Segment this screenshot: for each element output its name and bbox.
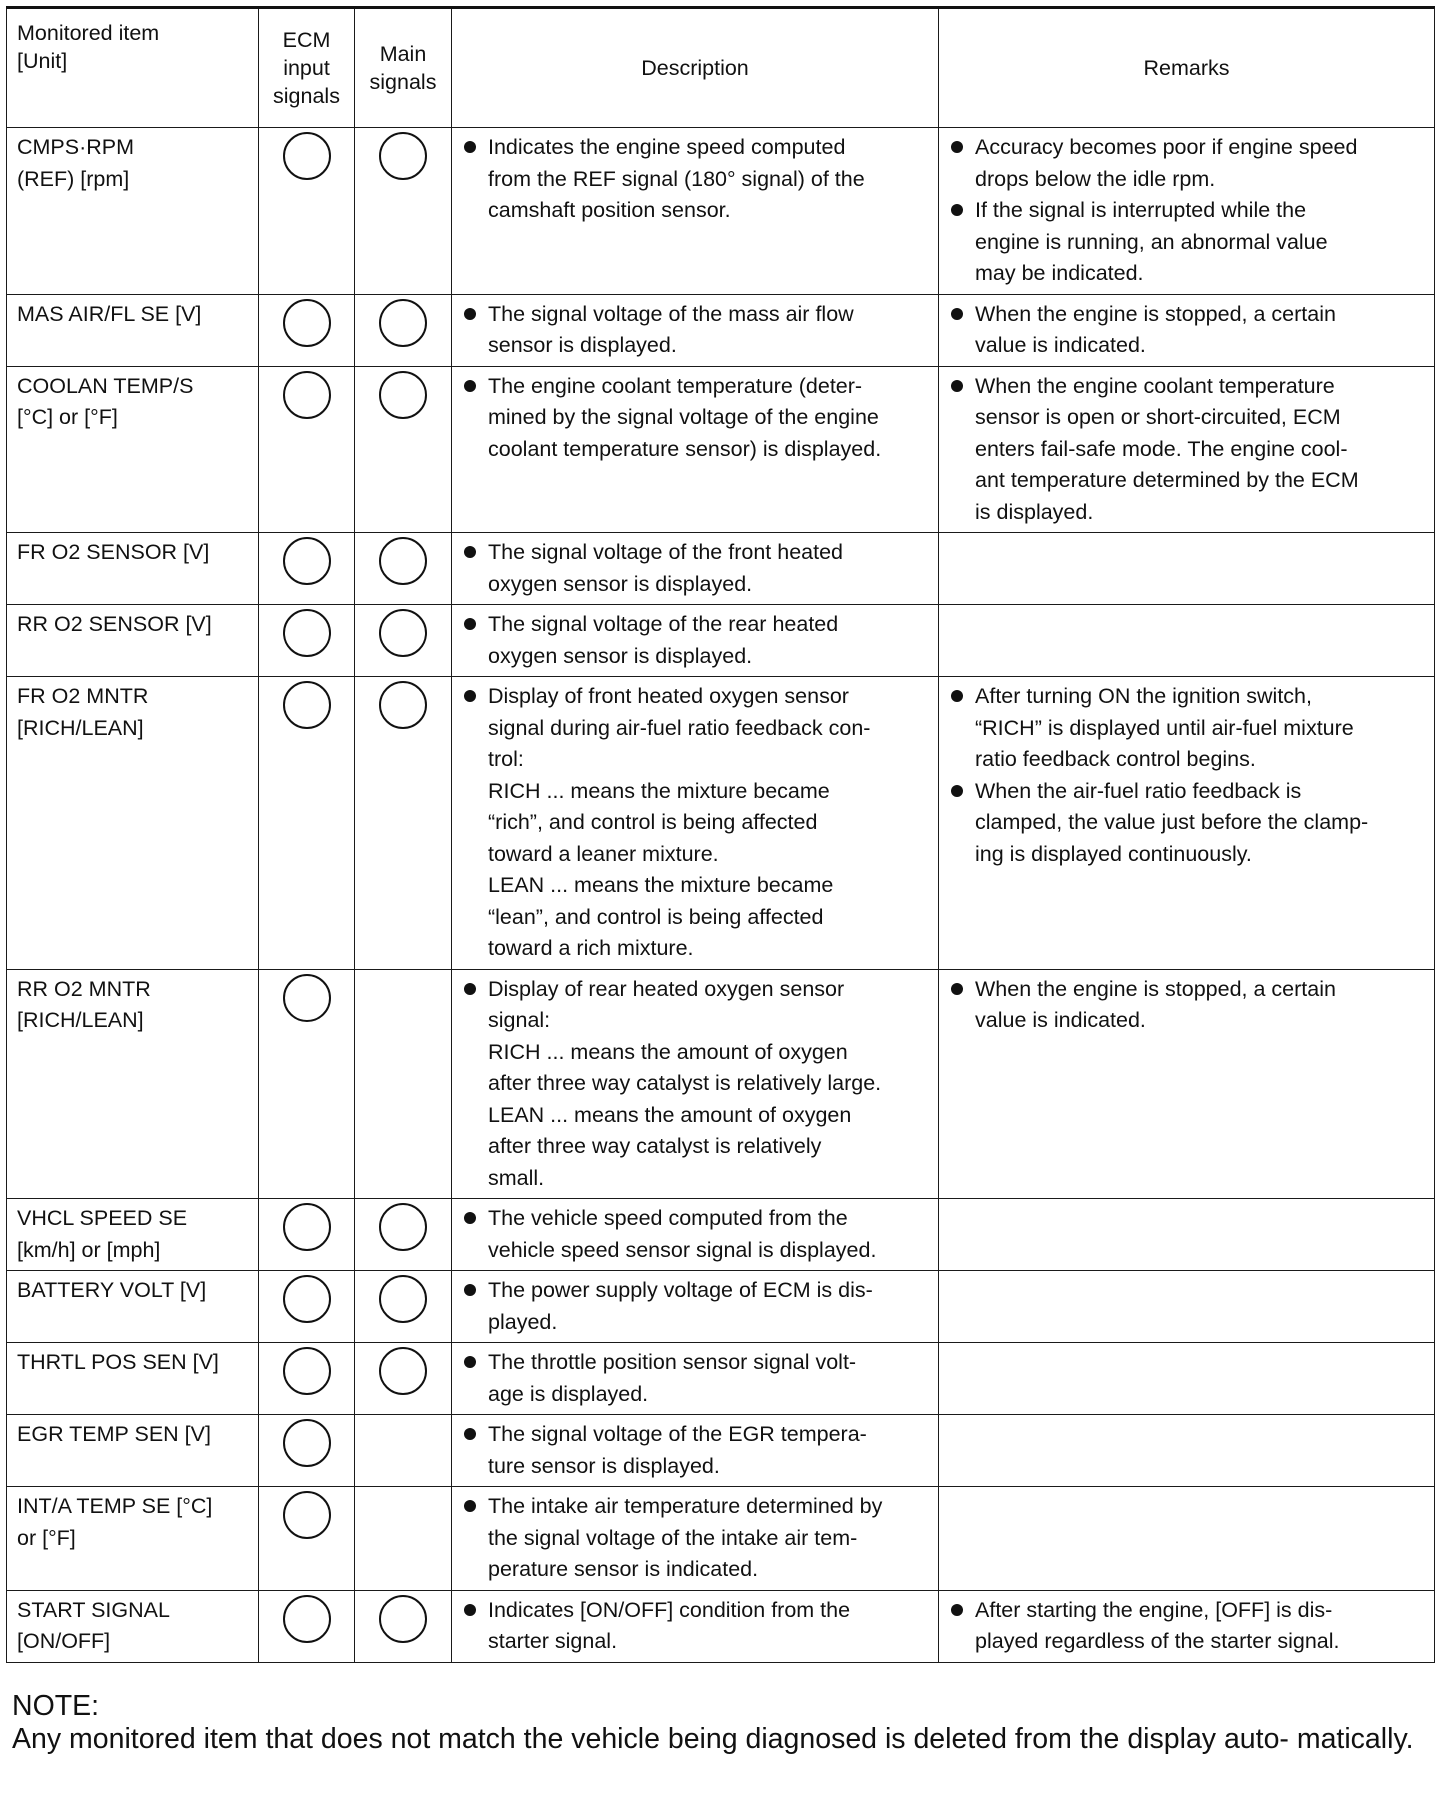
bullet-text-line: clamped, the value just before the clamp- xyxy=(975,810,1369,834)
bullet-text-line: The signal voltage of the EGR tempera- xyxy=(488,1422,867,1446)
ecm-input-cell xyxy=(259,533,355,605)
monitored-item-name: VHCL SPEED SE xyxy=(17,1206,188,1230)
monitored-item-cell xyxy=(7,677,259,970)
remarks-cell xyxy=(939,128,1435,295)
monitored-item-name: THRTL POS SEN [V] xyxy=(17,1350,219,1374)
circle-mark-icon xyxy=(283,1203,331,1251)
bullet-list xyxy=(462,609,928,672)
bullet-icon xyxy=(464,1428,476,1440)
remarks-cell xyxy=(939,533,1435,605)
bullet-text-line: camshaft position sensor. xyxy=(488,198,731,222)
description-cell xyxy=(452,1199,939,1271)
bullet-text-line: If the signal is interrupted while the xyxy=(975,198,1307,222)
bullet-text-line: may be indicated. xyxy=(975,261,1144,285)
main-signal-cell xyxy=(355,128,452,295)
bullet-item xyxy=(462,609,928,672)
monitored-item-cell xyxy=(7,1343,259,1415)
bullet-icon xyxy=(951,690,963,702)
main-signal-cell xyxy=(355,677,452,970)
bullet-list xyxy=(949,132,1424,290)
bullet-text-line: signal during air-fuel ratio feedback con- xyxy=(488,715,871,740)
bullet-text-line: RICH ... means the amount of oxygen xyxy=(488,1039,848,1064)
circle-mark-icon xyxy=(379,1347,427,1395)
bullet-icon xyxy=(951,1604,963,1616)
bullet-icon xyxy=(951,141,963,153)
bullet-item xyxy=(462,974,928,1195)
description-cell xyxy=(452,677,939,970)
main-signal-cell xyxy=(355,605,452,677)
bullet-item xyxy=(949,132,1424,195)
bullet-icon xyxy=(464,308,476,320)
description-cell xyxy=(452,969,939,1199)
bullet-list xyxy=(462,1595,928,1658)
table-row xyxy=(7,294,1435,366)
bullet-text-line: ratio feedback control begins. xyxy=(975,747,1256,771)
monitored-item-name: [ON/OFF] xyxy=(17,1629,111,1653)
monitored-item-cell xyxy=(7,366,259,533)
bullet-text-line: When the engine is stopped, a certain xyxy=(975,301,1336,326)
bullet-text-line: sensor is open or short-circuited, ECM xyxy=(975,405,1341,429)
header-ecm-input-signals xyxy=(259,8,355,128)
bullet-item xyxy=(949,1595,1424,1658)
main-signal-cell xyxy=(355,1487,452,1591)
monitored-item-name: FR O2 MNTR xyxy=(17,684,149,708)
bullet-text-line: after three way catalyst is relatively xyxy=(488,1134,822,1158)
bullet-text-line: small. xyxy=(488,1165,545,1190)
bullet-list xyxy=(949,299,1424,362)
bullet-text-line: oxygen sensor is displayed. xyxy=(488,643,753,668)
ecm-input-cell xyxy=(259,1271,355,1343)
description-cell xyxy=(452,1343,939,1415)
circle-mark-icon xyxy=(283,132,331,180)
bullet-text-line: LEAN ... means the amount of oxygen xyxy=(488,1102,852,1127)
circle-mark-icon xyxy=(283,1595,331,1643)
monitored-item-name: FR O2 SENSOR [V] xyxy=(17,540,210,564)
bullet-text-line: The vehicle speed computed from the xyxy=(488,1206,848,1230)
table-row xyxy=(7,128,1435,295)
remarks-cell xyxy=(939,1343,1435,1415)
bullet-icon xyxy=(464,546,476,558)
remarks-cell xyxy=(939,1271,1435,1343)
bullet-icon xyxy=(951,308,963,320)
bullet-icon xyxy=(464,141,476,153)
bullet-item xyxy=(462,681,928,965)
ecm-input-cell xyxy=(259,1199,355,1271)
monitored-item-name: COOLAN TEMP/S xyxy=(17,373,194,398)
table-header-row xyxy=(7,8,1435,128)
bullet-text-line: starter signal. xyxy=(488,1629,618,1653)
bullet-text-line: oxygen sensor is displayed. xyxy=(488,571,753,596)
bullet-text-line: The throttle position sensor signal volt- xyxy=(488,1350,857,1374)
description-cell xyxy=(452,1271,939,1343)
description-cell xyxy=(452,294,939,366)
table-row xyxy=(7,1199,1435,1271)
bullet-text-line: ing is displayed continuously. xyxy=(975,841,1252,866)
circle-mark-icon xyxy=(283,1275,331,1323)
monitored-item-name: MAS AIR/FL SE [V] xyxy=(17,301,202,326)
bullet-text-line: The engine coolant temperature (deter- xyxy=(488,373,863,398)
header-main-signals xyxy=(355,8,452,128)
circle-mark-icon xyxy=(379,537,427,585)
table-row xyxy=(7,1487,1435,1591)
monitored-item-cell xyxy=(7,1415,259,1487)
bullet-item xyxy=(949,681,1424,776)
remarks-cell xyxy=(939,366,1435,533)
table-row xyxy=(7,969,1435,1199)
circle-mark-icon xyxy=(379,371,427,419)
bullet-text-line: When the air-fuel ratio feedback is xyxy=(975,778,1302,803)
bullet-text-line: Display of rear heated oxygen sensor xyxy=(488,976,845,1001)
bullet-icon xyxy=(464,1212,476,1224)
description-cell xyxy=(452,533,939,605)
main-signal-cell xyxy=(355,294,452,366)
main-signal-cell xyxy=(355,1343,452,1415)
ecm-input-cell xyxy=(259,1415,355,1487)
bullet-text-line: Accuracy becomes poor if engine speed xyxy=(975,135,1358,159)
table-body xyxy=(7,128,1435,1663)
bullet-text-line: RICH ... means the mixture became xyxy=(488,778,830,803)
bullet-text-line: “RICH” is displayed until air-fuel mixture xyxy=(975,715,1354,740)
circle-mark-icon xyxy=(379,681,427,729)
table-row xyxy=(7,366,1435,533)
bullet-item xyxy=(462,1419,928,1482)
bullet-text-line: The power supply voltage of ECM is dis- xyxy=(488,1278,873,1302)
circle-mark-icon xyxy=(283,371,331,419)
ecm-input-cell xyxy=(259,969,355,1199)
bullet-list xyxy=(462,537,928,600)
circle-mark-icon xyxy=(283,1347,331,1395)
bullet-text-line: sensor is displayed. xyxy=(488,333,677,357)
bullet-list xyxy=(462,299,928,362)
bullet-item xyxy=(949,974,1424,1037)
ecm-input-cell xyxy=(259,1590,355,1662)
description-cell xyxy=(452,366,939,533)
bullet-text-line: is displayed. xyxy=(975,499,1094,524)
bullet-text-line: coolant temperature sensor) is displayed. xyxy=(488,436,882,461)
bullet-list xyxy=(462,1275,928,1338)
ecm-input-cell xyxy=(259,366,355,533)
bullet-icon xyxy=(464,1500,476,1512)
bullet-text-line: the signal voltage of the intake air tem- xyxy=(488,1525,858,1550)
bullet-text-line: LEAN ... means the mixture became xyxy=(488,873,834,897)
bullet-item xyxy=(949,195,1424,290)
header-description: Description xyxy=(452,8,939,128)
bullet-list xyxy=(462,371,928,466)
ecm-input-cell xyxy=(259,1487,355,1591)
header-main-line: signals xyxy=(369,70,437,94)
bullet-text-line: played regardless of the starter signal. xyxy=(975,1629,1340,1653)
bullet-list xyxy=(462,132,928,227)
bullet-text-line: The signal voltage of the mass air flow xyxy=(488,301,854,326)
bullet-item xyxy=(462,371,928,466)
monitored-item-name: EGR TEMP SEN [V] xyxy=(17,1422,211,1446)
bullet-icon xyxy=(951,983,963,995)
data-monitor-table xyxy=(6,6,1435,1663)
circle-mark-icon xyxy=(283,1491,331,1539)
header-ecm-line: input xyxy=(283,56,330,80)
monitored-item-cell xyxy=(7,533,259,605)
bullet-icon xyxy=(951,380,963,392)
ecm-input-cell xyxy=(259,128,355,295)
remarks-cell xyxy=(939,677,1435,970)
monitored-item-cell xyxy=(7,1487,259,1591)
bullet-text-line: toward a rich mixture. xyxy=(488,936,694,960)
monitored-item-name: [°C] or [°F] xyxy=(17,405,118,429)
bullet-text-line: after three way catalyst is relatively large. xyxy=(488,1071,882,1095)
bullet-text-line: Indicates the engine speed computed xyxy=(488,135,846,159)
bullet-list xyxy=(462,1419,928,1482)
header-ecm-line: ECM xyxy=(282,28,331,52)
monitored-item-name: INT/A TEMP SE [°C] xyxy=(17,1494,213,1518)
bullet-icon xyxy=(464,618,476,630)
bullet-item xyxy=(462,537,928,600)
bullet-text-line: When the engine coolant temperature xyxy=(975,373,1335,398)
bullet-list xyxy=(462,1491,928,1586)
bullet-item xyxy=(462,1203,928,1266)
bullet-icon xyxy=(951,204,963,216)
bullet-text-line: enters fail-safe mode. The engine cool- xyxy=(975,436,1348,461)
bullet-item xyxy=(462,1275,928,1338)
bullet-text-line: age is displayed. xyxy=(488,1381,649,1406)
bullet-list xyxy=(949,681,1424,870)
remarks-cell xyxy=(939,1415,1435,1487)
bullet-text-line: “lean”, and control is being affected xyxy=(488,904,824,929)
bullet-item xyxy=(949,776,1424,871)
main-signal-cell xyxy=(355,1199,452,1271)
bullet-icon xyxy=(951,785,963,797)
description-cell xyxy=(452,128,939,295)
bullet-text-line: vehicle speed sensor signal is displayed. xyxy=(488,1237,877,1262)
bullet-text-line: drops below the idle rpm. xyxy=(975,166,1216,191)
bullet-text-line: value is indicated. xyxy=(975,1008,1146,1032)
description-cell xyxy=(452,1487,939,1591)
monitored-item-name: (REF) [rpm] xyxy=(17,166,130,191)
monitored-item-name: or [°F] xyxy=(17,1525,76,1550)
ecm-input-cell xyxy=(259,294,355,366)
bullet-text-line: “rich”, and control is being affected xyxy=(488,810,818,834)
circle-mark-icon xyxy=(379,132,427,180)
bullet-text-line: played. xyxy=(488,1309,558,1334)
circle-mark-icon xyxy=(379,1275,427,1323)
monitored-item-cell xyxy=(7,1271,259,1343)
bullet-text-line: from the REF signal (180° signal) of the xyxy=(488,166,865,191)
monitored-item-name: [RICH/LEAN] xyxy=(17,715,144,740)
bullet-text-line: Indicates [ON/OFF] condition from the xyxy=(488,1597,851,1622)
header-monitored-item xyxy=(7,8,259,128)
monitored-item-name: BATTERY VOLT [V] xyxy=(17,1278,207,1302)
bullet-text-line: After starting the engine, [OFF] is dis- xyxy=(975,1597,1333,1622)
header-item-line: [Unit] xyxy=(17,49,68,73)
bullet-text-line: ture sensor is displayed. xyxy=(488,1453,720,1478)
circle-mark-icon xyxy=(283,299,331,347)
circle-mark-icon xyxy=(379,1595,427,1643)
circle-mark-icon xyxy=(379,1203,427,1251)
circle-mark-icon xyxy=(379,299,427,347)
main-signal-cell xyxy=(355,1271,452,1343)
monitored-item-cell xyxy=(7,1199,259,1271)
bullet-list xyxy=(462,1203,928,1266)
monitored-item-name: RR O2 MNTR xyxy=(17,976,151,1001)
header-remarks: Remarks xyxy=(939,8,1435,128)
bullet-text-line: signal: xyxy=(488,1008,551,1032)
table-row xyxy=(7,1343,1435,1415)
description-cell xyxy=(452,1590,939,1662)
main-signal-cell xyxy=(355,969,452,1199)
table-row xyxy=(7,677,1435,970)
monitored-item-cell xyxy=(7,128,259,295)
monitored-item-name: CMPS·RPM xyxy=(17,135,135,159)
bullet-text-line: Display of front heated oxygen sensor xyxy=(488,684,849,708)
bullet-icon xyxy=(464,983,476,995)
note-body: Any monitored item that does not match the vehicle being diagnosed is deleted from the display auto- matically. xyxy=(12,1723,1414,1755)
circle-mark-icon xyxy=(283,609,331,657)
description-cell xyxy=(452,1415,939,1487)
table-row xyxy=(7,1271,1435,1343)
bullet-text-line: value is indicated. xyxy=(975,333,1146,357)
bullet-item xyxy=(462,132,928,227)
bullet-item xyxy=(949,299,1424,362)
remarks-cell xyxy=(939,969,1435,1199)
bullet-text-line: The signal voltage of the front heated xyxy=(488,540,843,564)
remarks-cell xyxy=(939,1487,1435,1591)
monitored-item-cell xyxy=(7,605,259,677)
bullet-icon xyxy=(464,380,476,392)
ecm-input-cell xyxy=(259,605,355,677)
circle-mark-icon xyxy=(379,609,427,657)
ecm-input-cell xyxy=(259,1343,355,1415)
header-main-line: Main xyxy=(379,42,427,66)
ecm-input-cell xyxy=(259,677,355,970)
remarks-cell xyxy=(939,1590,1435,1662)
bullet-icon xyxy=(464,1604,476,1616)
circle-mark-icon xyxy=(283,681,331,729)
remarks-cell xyxy=(939,605,1435,677)
main-signal-cell xyxy=(355,366,452,533)
header-item-line: Monitored item xyxy=(17,21,160,45)
bullet-text-line: mined by the signal voltage of the engine xyxy=(488,405,879,429)
main-signal-cell xyxy=(355,533,452,605)
table-row xyxy=(7,1415,1435,1487)
table-row xyxy=(7,605,1435,677)
bullet-text-line: After turning ON the ignition switch, xyxy=(975,684,1312,708)
bullet-list xyxy=(949,974,1424,1037)
bullet-list xyxy=(462,681,928,965)
remarks-cell xyxy=(939,1199,1435,1271)
bullet-text-line: The signal voltage of the rear heated xyxy=(488,612,839,636)
description-cell xyxy=(452,605,939,677)
bullet-text-line: perature sensor is indicated. xyxy=(488,1557,759,1581)
bullet-icon xyxy=(464,1356,476,1368)
bullet-list xyxy=(462,1347,928,1410)
monitored-item-name: START SIGNAL xyxy=(17,1597,170,1622)
monitored-item-name: [RICH/LEAN] xyxy=(17,1008,144,1032)
table-row xyxy=(7,533,1435,605)
header-ecm-line: signals xyxy=(273,84,340,108)
bullet-list xyxy=(949,1595,1424,1658)
remarks-cell xyxy=(939,294,1435,366)
bullet-text-line: When the engine is stopped, a certain xyxy=(975,976,1336,1001)
bullet-text-line: The intake air temperature determined by xyxy=(488,1494,883,1518)
main-signal-cell xyxy=(355,1590,452,1662)
bullet-item xyxy=(462,1491,928,1586)
bullet-list xyxy=(462,974,928,1195)
bullet-item xyxy=(462,1595,928,1658)
note-title: NOTE: xyxy=(12,1690,100,1722)
table-row xyxy=(7,1590,1435,1662)
bullet-item xyxy=(949,371,1424,529)
monitored-item-name: RR O2 SENSOR [V] xyxy=(17,612,212,636)
circle-mark-icon xyxy=(283,537,331,585)
bullet-item xyxy=(462,1347,928,1410)
bullet-list xyxy=(949,371,1424,529)
circle-mark-icon xyxy=(283,974,331,1022)
circle-mark-icon xyxy=(283,1419,331,1467)
monitored-item-cell xyxy=(7,294,259,366)
bullet-icon xyxy=(464,1284,476,1296)
bullet-text-line: engine is running, an abnormal value xyxy=(975,229,1328,254)
bullet-text-line: ant temperature determined by the ECM xyxy=(975,468,1359,492)
bullet-text-line: toward a leaner mixture. xyxy=(488,841,719,866)
monitored-item-cell xyxy=(7,1590,259,1662)
note-section xyxy=(12,1690,1432,1756)
monitored-item-name: [km/h] or [mph] xyxy=(17,1237,161,1262)
bullet-item xyxy=(462,299,928,362)
bullet-icon xyxy=(464,690,476,702)
main-signal-cell xyxy=(355,1415,452,1487)
monitored-item-cell xyxy=(7,969,259,1199)
bullet-text-line: trol: xyxy=(488,747,524,771)
